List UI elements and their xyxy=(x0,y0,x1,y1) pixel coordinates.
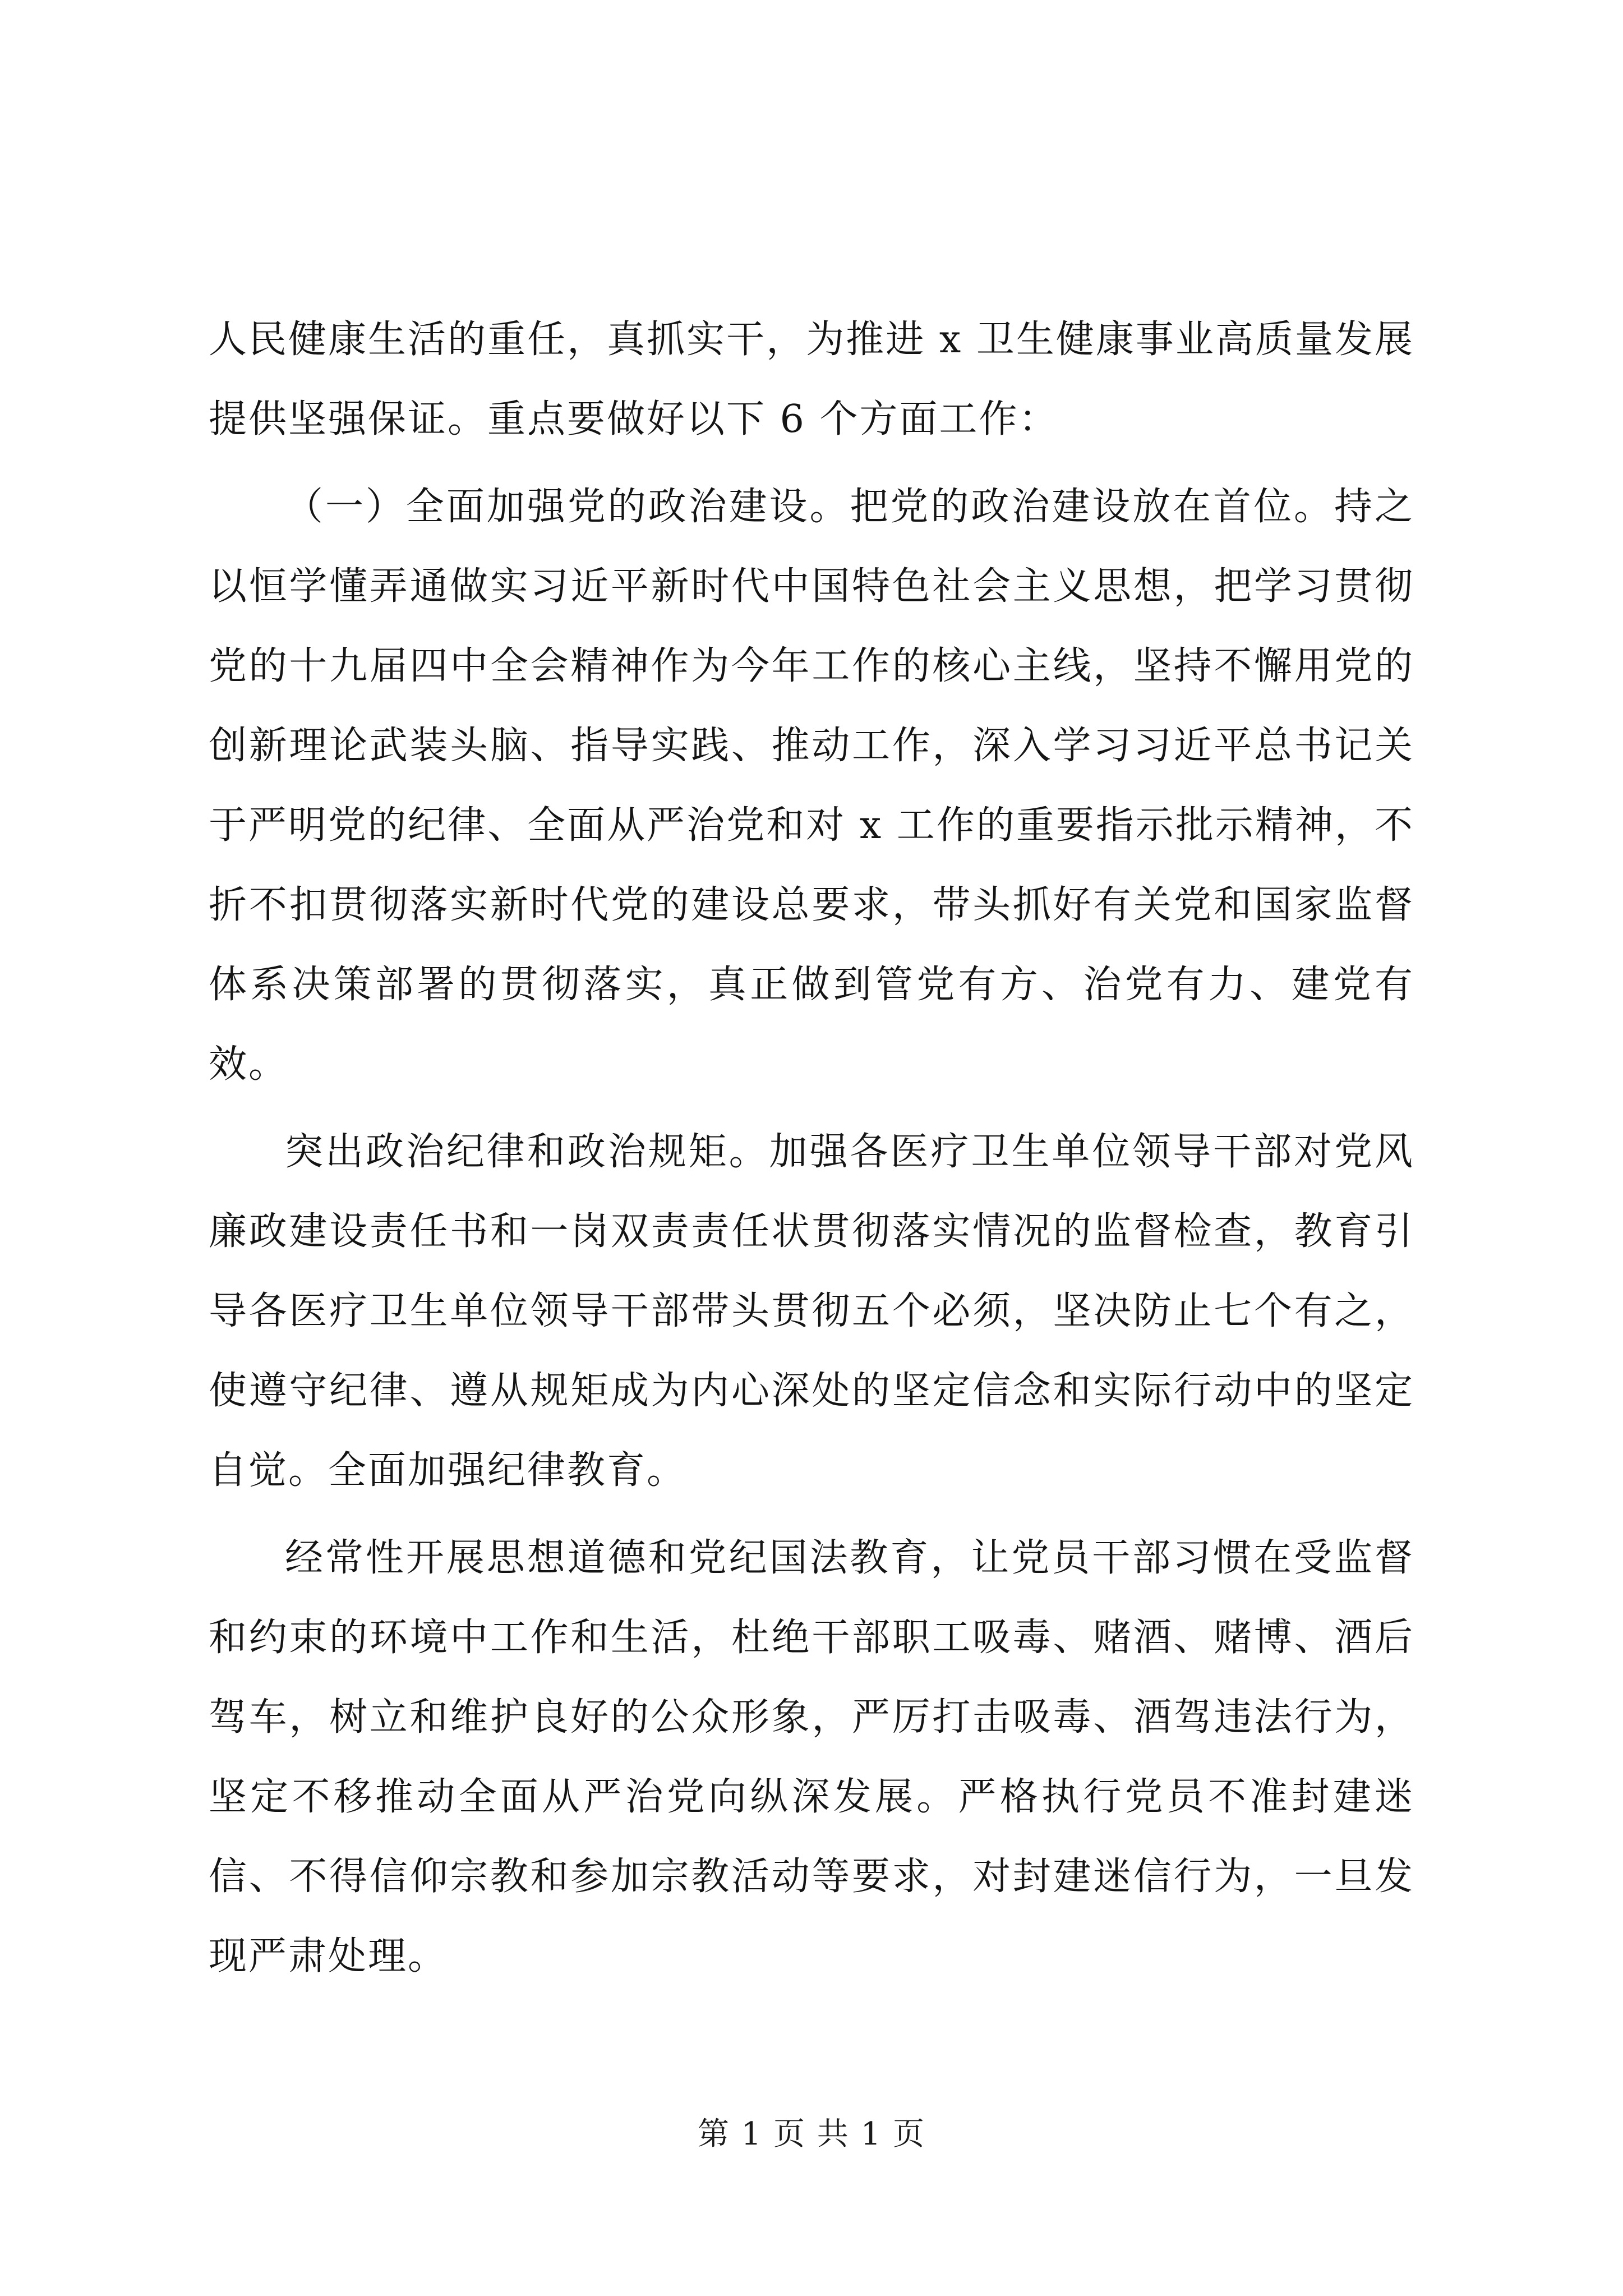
paragraph-intro: 人民健康生活的重任，真抓实干，为推进 x 卫生健康事业高质量发展提供坚强保证。重点要做好以下 6 个方面工作： xyxy=(209,318,1414,441)
paragraph-moral-education: 经常性开展思想道德和党纪国法教育，让党员干部习惯在受监督和约束的环境中工作和生活，杜绝干部职工吸毒、赌酒、赌博、酒后驾车，树立和维护良好的公众形象，严厉打击吸毒、酒驾违法行为，坚定不移推动全面从严治党向纵深发展。严格执行党员不准封建迷信、不得信仰宗教和参加宗教活动等要求，对封建迷信行为，一旦发现严肃处理。 xyxy=(209,1536,1414,1978)
paragraph-political-building: （一）全面加强党的政治建设。把党的政治建设放在首位。持之以恒学懂弄通做实习近平新时代中国特色社会主义思想，把学习贯彻党的十九届四中全会精神作为今年工作的核心主线，坚持不懈用党的创新理论武装头脑、指导实践、推动工作，深入学习习近平总书记关于严明党的纪律、全面从严治党和对 x 工作的重要指示批示精神，不折不扣贯彻落实新时代党的建设总要求，带头抓好有关党和国家监督体系决策部署的贯彻落实，真正做到管党有方、治党有力、建党有效。 xyxy=(209,485,1414,1087)
page-footer: 第 1 页 共 1 页 xyxy=(697,2116,926,2152)
paragraph-political-discipline: 突出政治纪律和政治规矩。加强各医疗卫生单位领导干部对党风廉政建设责任书和一岗双责责任状贯彻落实情况的监督检查，教育引导各医疗卫生单位领导干部带头贯彻五个必须，坚决防止七个有之，使遵守纪律、遵从规矩成为内心深处的坚定信念和实际行动中的坚定自觉。全面加强纪律教育。 xyxy=(209,1130,1414,1493)
document-body xyxy=(209,300,1414,1996)
